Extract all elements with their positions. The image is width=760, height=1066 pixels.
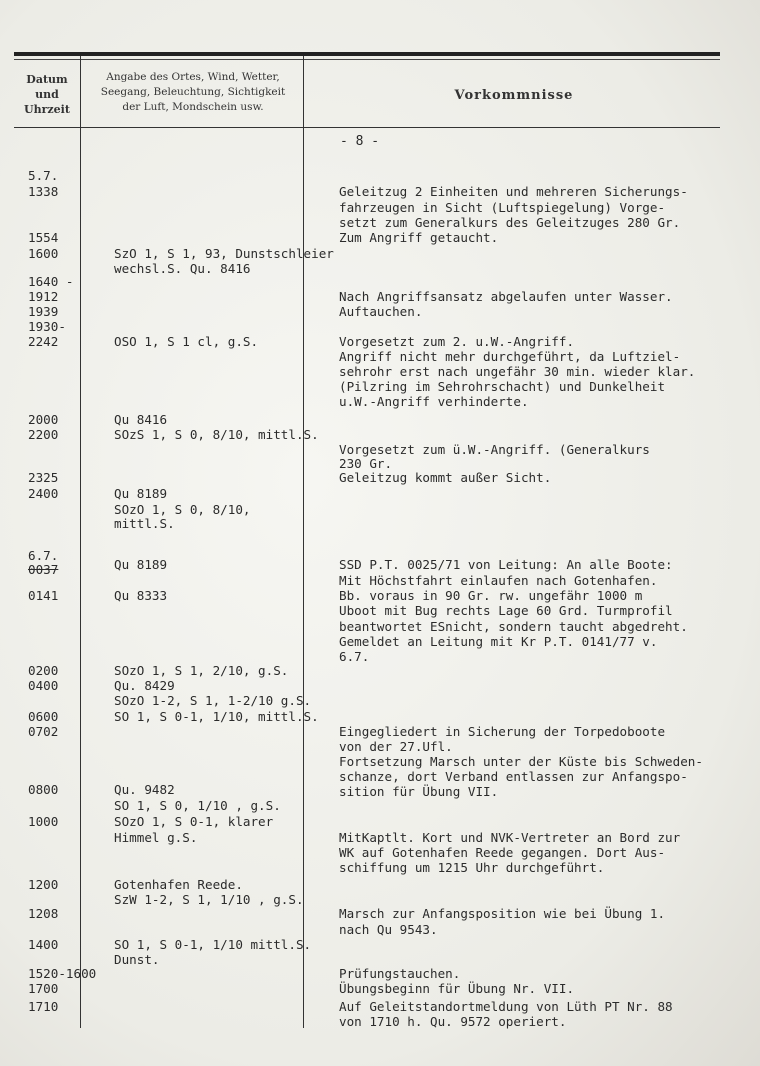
log-time-entry: 2325 — [28, 470, 59, 485]
log-time-entry: 0600 — [28, 709, 59, 724]
log-time-entry: 0141 — [28, 588, 59, 603]
log-time-entry: 1640 - — [28, 274, 74, 289]
log-event-line: sehrohr erst nach ungefähr 30 min. wieder klar. — [339, 364, 696, 379]
log-place-entry: Qu 8333 — [114, 588, 168, 603]
log-event-line: Bb. voraus in 90 Gr. rw. ungefähr 1000 m — [339, 588, 643, 603]
log-time-entry: 1700 — [28, 981, 59, 996]
log-time-entry: 1338 — [28, 184, 59, 199]
header-date: Datum — [26, 73, 68, 86]
log-place-entry: SO 1, S 0, 1/10 , g.S. — [114, 798, 281, 813]
log-place-entry: SO 1, S 0-1, 1/10, mittl.S. — [114, 709, 319, 724]
top-rule — [14, 52, 720, 56]
log-time-entry: 1520-1600 — [28, 966, 97, 981]
log-place-entry: SzO 1, S 1, 93, Dunstschleier — [114, 246, 334, 261]
log-event-line: MitKaptlt. Kort und NVK-Vertreter an Bord zur — [339, 830, 681, 845]
log-event-line: Eingegliedert in Sicherung der Torpedoboote — [339, 724, 666, 739]
log-time-entry: 1912 — [28, 289, 59, 304]
log-time-entry: 2200 — [28, 427, 59, 442]
page-number: - 8 - — [340, 134, 380, 149]
header-events: Vorkommnisse — [454, 88, 574, 103]
log-place-entry: SOzO 1, S 1, 2/10, g.S. — [114, 663, 289, 678]
log-event-line: setzt zum Generalkurs des Geleitzuges 280 Gr. — [339, 215, 681, 230]
log-event-line: SSD P.T. 0025/71 von Leitung: An alle Boote: — [339, 557, 673, 572]
log-time-entry: 1930- — [28, 319, 66, 334]
log-event-line: Vorgesetzt zum ü.W.-Angriff. (Generalkurs — [339, 442, 650, 457]
log-event-line: Angriff nicht mehr durchgeführt, da Luftziel- — [339, 349, 681, 364]
log-event-line: Gemeldet an Leitung mit Kr P.T. 0141/77 v. — [339, 634, 658, 649]
log-time-entry: 1710 — [28, 999, 59, 1014]
log-time-entry: 1400 — [28, 937, 59, 952]
log-event-line: Auftauchen. — [339, 304, 423, 319]
log-event-line: Nach Angriffsansatz abgelaufen unter Wasser. — [339, 289, 673, 304]
log-event-line: u.W.-Angriff verhinderte. — [339, 394, 529, 409]
log-event-line: Übungsbeginn für Übung Nr. VII. — [339, 981, 575, 996]
log-time-entry: 0800 — [28, 782, 59, 797]
log-time-entry: 1208 — [28, 906, 59, 921]
log-event-line: schanze, dort Verband entlassen zur Anfangspo- — [339, 769, 688, 784]
log-event-line: Fortsetzung Marsch unter der Küste bis Schweden- — [339, 754, 703, 769]
log-place-entry: Qu 8189 — [114, 486, 168, 501]
header-place-line-3: der Luft, Mondschein usw. — [122, 101, 264, 113]
log-place-entry: Qu 8189 — [114, 557, 168, 572]
log-time-entry: 6.7. — [28, 548, 59, 563]
log-place-entry: SOzO 1, S 0-1, klarer — [114, 814, 274, 829]
log-event-line: nach Qu 9543. — [339, 922, 438, 937]
log-event-line: beantwortet ESnicht, sondern taucht abgedreht. — [339, 619, 688, 634]
log-place-entry: Himmel g.S. — [114, 830, 198, 845]
log-place-entry: SOzS 1, S 0, 8/10, mittl.S. — [114, 427, 319, 442]
log-time-entry: 0037 — [28, 562, 59, 577]
column-divider-2 — [303, 56, 304, 1028]
log-time-entry: 5.7. — [28, 168, 59, 183]
log-event-line: (Pilzring im Sehrohrschacht) und Dunkelheit — [339, 379, 666, 394]
log-event-line: Prüfungstauchen. — [339, 966, 461, 981]
log-event-line: Auf Geleitstandortmeldung von Lüth PT Nr. 88 — [339, 999, 673, 1014]
log-time-entry: 1554 — [28, 230, 59, 245]
log-time-entry: 1000 — [28, 814, 59, 829]
column-divider-1 — [80, 56, 81, 1028]
header-place-weather — [86, 70, 300, 115]
header-place-line-2: Seegang, Beleuchtung, Sichtigkeit — [100, 86, 286, 98]
header-place-line-1: Angabe des Ortes, Wind, Wetter, — [106, 71, 280, 83]
log-event-line: sition für Übung VII. — [339, 784, 499, 799]
log-time-entry: 1939 — [28, 304, 59, 319]
log-event-line: Mit Höchstfahrt einlaufen nach Gotenhafen. — [339, 573, 658, 588]
log-time-entry: 2242 — [28, 334, 59, 349]
log-time-entry: 0200 — [28, 663, 59, 678]
log-time-entry: 1200 — [28, 877, 59, 892]
header-rule — [14, 127, 720, 128]
log-time-entry: 0702 — [28, 724, 59, 739]
header-date-time — [14, 72, 80, 117]
log-event-line: Marsch zur Anfangsposition wie bei Übung 1. — [339, 906, 666, 921]
log-place-entry: wechsl.S. Qu. 8416 — [114, 261, 251, 276]
top-rule-thin — [14, 59, 720, 60]
log-place-entry: SOzO 1, S 0, 8/10, — [114, 502, 251, 517]
log-time-entry: 0400 — [28, 678, 59, 693]
log-place-entry: Dunst. — [114, 952, 160, 967]
log-place-entry: Gotenhafen Reede. — [114, 877, 243, 892]
log-event-line: fahrzeugen in Sicht (Luftspiegelung) Vorge- — [339, 200, 666, 215]
log-event-line: WK auf Gotenhafen Reede gegangen. Dort Aus- — [339, 845, 666, 860]
log-event-line: schiffung um 1215 Uhr durchgeführt. — [339, 860, 605, 875]
header-time: Uhrzeit — [24, 103, 70, 116]
log-time-entry: 1600 — [28, 246, 59, 261]
log-place-entry: mittl.S. — [114, 516, 175, 531]
log-event-line: 230 Gr. — [339, 456, 393, 471]
log-event-line: Uboot mit Bug rechts Lage 60 Grd. Turmprofil — [339, 603, 673, 618]
log-event-line: Vorgesetzt zum 2. u.W.-Angriff. — [339, 334, 575, 349]
log-event-line: von 1710 h. Qu. 9572 operiert. — [339, 1014, 567, 1029]
log-time-entry: 2400 — [28, 486, 59, 501]
log-event-line: Geleitzug 2 Einheiten und mehreren Sicherungs- — [339, 184, 688, 199]
log-place-entry: SOzO 1-2, S 1, 1-2/10 g.S. — [114, 693, 312, 708]
log-event-line: 6.7. — [339, 649, 370, 664]
log-event-line: von der 27.Ufl. — [339, 739, 453, 754]
log-event-line: Geleitzug kommt außer Sicht. — [339, 470, 552, 485]
log-place-entry: Qu. 9482 — [114, 782, 175, 797]
log-place-entry: SzW 1-2, S 1, 1/10 , g.S. — [114, 892, 304, 907]
log-place-entry: Qu. 8429 — [114, 678, 175, 693]
log-place-entry: OSO 1, S 1 cl, g.S. — [114, 334, 259, 349]
log-place-entry: Qu 8416 — [114, 412, 168, 427]
header-and: und — [35, 88, 59, 101]
log-event-line: Zum Angriff getaucht. — [339, 230, 499, 245]
log-place-entry: SO 1, S 0-1, 1/10 mittl.S. — [114, 937, 312, 952]
log-time-entry: 2000 — [28, 412, 59, 427]
